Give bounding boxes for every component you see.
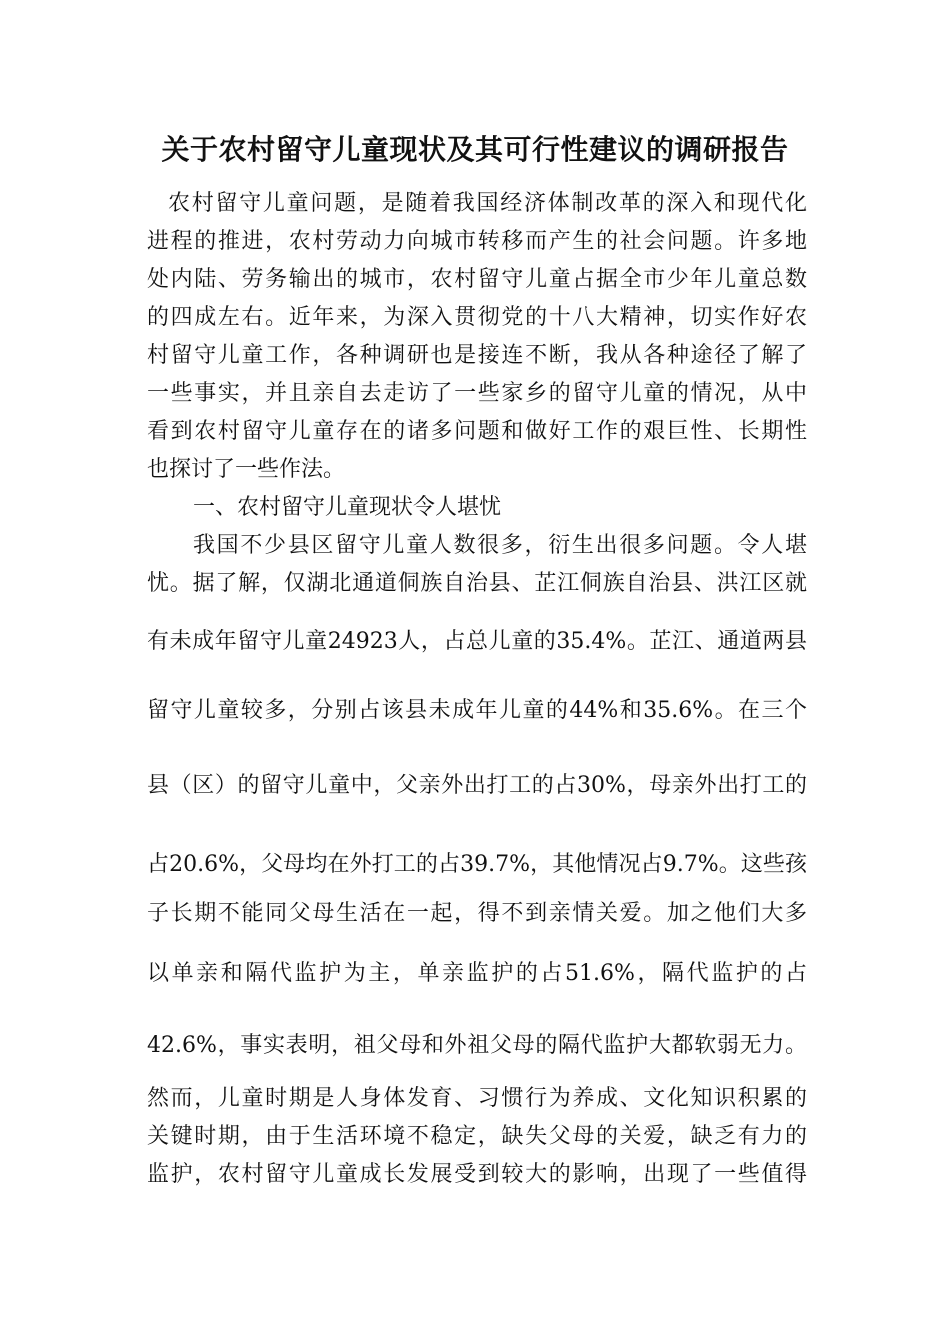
paragraph-line: 也探讨了一些作法。 [147,457,346,482]
paragraph-line: 一些事实，并且亲自去走访了一些家乡的留守儿童的情况，从中 [147,381,807,406]
paragraph-line: 农村留守儿童问题，是随着我国经济体制改革的深入和现代化 [168,191,807,216]
paragraph-line: 县（区）的留守儿童中，父亲外出打工的占30%，母亲外出打工的 [147,773,807,798]
paragraph-line: 进程的推进，农村劳动力向城市转移而产生的社会问题。许多地 [147,229,807,254]
paragraph-line: 子长期不能同父母生活在一起，得不到亲情关爱。加之他们大多 [147,901,807,926]
paragraph-line: 占20.6%，父母均在外打工的占39.7%，其他情况占9.7%。这些孩 [147,852,807,877]
paragraph-line: 关键时期，由于生活环境不稳定，缺失父母的关爱，缺乏有力的 [147,1124,807,1149]
paragraph-line: 村留守儿童工作，各种调研也是接连不断，我从各种途径了解了 [147,343,807,368]
paragraph-line: 以单亲和隔代监护为主，单亲监护的占51.6%，隔代监护的占 [147,961,807,986]
paragraph-line: 有未成年留守儿童24923人，占总儿童的35.4%。芷江、通道两县 [147,629,807,654]
document-title: 关于农村留守儿童现状及其可行性建议的调研报告 [161,133,789,166]
paragraph-line: 我国不少县区留守儿童人数很多，衍生出很多问题。令人堪 [193,533,807,558]
paragraph-line: 监护，农村留守儿童成长发展受到较大的影响，出现了一些值得 [147,1162,807,1187]
paragraph-line: 然而，儿童时期是人身体发育、习惯行为养成、文化知识积累的 [147,1086,807,1111]
paragraph-line: 42.6%，事实表明，祖父母和外祖父母的隔代监护大都软弱无力。 [147,1033,807,1058]
paragraph-line: 处内陆、劳务输出的城市，农村留守儿童占据全市少年儿童总数 [147,267,807,292]
paragraph-line: 忧。据了解，仅湖北通道侗族自治县、芷江侗族自治县、洪江区就 [147,571,807,596]
paragraph-line: 留守儿童较多，分别占该县未成年儿童的44%和35.6%。在三个 [147,698,807,723]
paragraph-line: 的四成左右。近年来，为深入贯彻党的十八大精神，切实作好农 [147,305,807,330]
paragraph-line: 看到农村留守儿童存在的诸多问题和做好工作的艰巨性、长期性 [147,419,807,444]
section-heading: 一、农村留守儿童现状令人堪忧 [193,495,502,520]
